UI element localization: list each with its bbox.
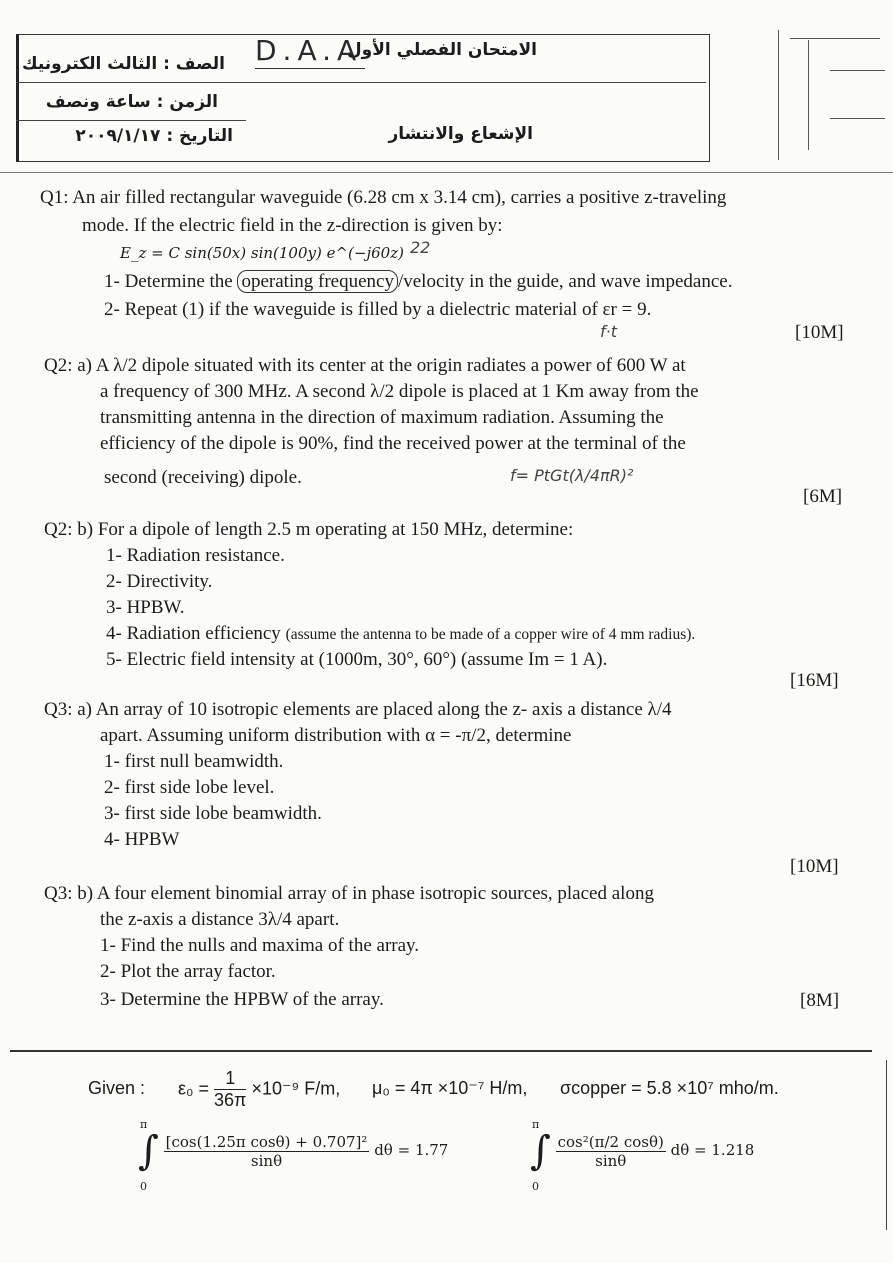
section-divider [10, 1050, 872, 1052]
page-edge-line [886, 1060, 887, 1230]
q2b-item1: 1- Radiation resistance. [106, 545, 285, 566]
q2b-item2: 2- Directivity. [106, 571, 213, 592]
header-divider [16, 82, 706, 83]
q1-item2: 2- Repeat (1) if the waveguide is filled by a dielectric material of εr = 9. [104, 299, 652, 320]
q2a-line4: efficiency of the dipole is 90%, find the received power at the terminal of the [100, 433, 686, 454]
q3a-item3: 3- first side lobe beamwidth. [104, 803, 322, 824]
q2b-item5: 5- Electric field intensity at (1000m, 30°, 60°) (assume Im = 1 A). [106, 649, 608, 670]
q2b-line1: Q2: b) For a dipole of length 2.5 m operating at 150 MHz, determine: [44, 519, 574, 540]
subject-label: الإشعاع والانتشار [388, 124, 533, 144]
q3b-item3: 3- Determine the HPBW of the array. [100, 989, 384, 1010]
class-label: الصف : الثالث الكترونيك [21, 54, 225, 74]
q1-equation: E_z = C sin(50x) sin(100y) e^(−j60z) [120, 244, 404, 262]
handwritten-initials: D.A.A [255, 34, 363, 67]
q2a-line1: Q2: a) A λ/2 dipole situated with its center at the origin radiates a power of 600 W at [44, 355, 686, 376]
q2a-line3: transmitting antenna in the direction of maximum radiation. Assuming the [100, 407, 664, 428]
q1-line2: mode. If the electric field in the z-direction is given by: [82, 215, 503, 236]
q3a-line2: apart. Assuming uniform distribution with α = -π/2, determine [100, 725, 572, 746]
given-sigma: σcopper = 5.8 ×10⁷ mho/m. [560, 1078, 779, 1098]
exam-title: الامتحان الفصلي الأول [346, 40, 537, 60]
header-divider [16, 120, 246, 121]
q2b-item4: 4- Radiation efficiency (assume the antenna to be made of a copper wire of 4 mm radius). [106, 623, 696, 644]
q3a-item1: 1- first null beamwidth. [104, 751, 284, 772]
q3a-marks: [10M] [790, 856, 839, 877]
q3b-item2: 2- Plot the array factor. [100, 961, 276, 982]
q2b-item3: 3- HPBW. [106, 597, 185, 618]
q3a-item4: 4- HPBW [104, 829, 180, 850]
q1-item1: 1- Determine the operating frequency /velocity in the guide, and wave impedance. [104, 271, 733, 292]
q3a-item2: 2- first side lobe level. [104, 777, 275, 798]
q2a-line5: second (receiving) dipole. [104, 467, 302, 488]
q3a-line1: Q3: a) An array of 10 isotropic elements are placed along the z- axis a distance λ/4 [44, 699, 672, 720]
time-label: الزمن : ساعة ونصف [45, 92, 218, 112]
handwritten-note: f·t [600, 322, 617, 341]
q1-marks: [10M] [795, 322, 844, 343]
initials-underline [255, 68, 365, 69]
q2b-marks: [16M] [790, 670, 839, 691]
q2a-marks: [6M] [803, 486, 843, 507]
integral-2: π 0 ∫ $\frac{\text{cos²(π/2 cosθ)}}{\sin\theta}$ dθ = 1.218 [530, 1118, 755, 1193]
q3b-item1: 1- Find the nulls and maxima of the array. [100, 935, 420, 956]
date-label: التاريخ : ٢٠٠٩/١/١٧ [75, 126, 233, 146]
q3b-line2: the z-axis a distance 3λ/4 apart. [100, 909, 340, 930]
q1-line1: Q1: An air filled rectangular waveguide (6.28 cm x 3.14 cm), carries a positive z-traveling [40, 187, 727, 208]
handwritten-note: 22 [410, 238, 431, 257]
handwritten-note: f= PtGt(λ/4πR)² [510, 466, 634, 485]
integral-1: π 0 ∫ $\frac{\text{[cos(1.25π cosθ) + 0.707]²}}{\sin\theta}$ dθ = 1.77 [138, 1118, 449, 1193]
given-epsilon: ε₀ = $\frac{1}{36\pi}$ ×10⁻⁹ F/m, [178, 1068, 341, 1110]
q3b-line1: Q3: b) A four element binomial array of in phase isotropic sources, placed along [44, 883, 654, 904]
given-mu: μ₀ = 4π ×10⁻⁷ H/m, [372, 1078, 528, 1098]
given-label: Given : [88, 1078, 146, 1098]
q2a-line2: a frequency of 300 MHz. A second λ/2 dipole is placed at 1 Km away from the [100, 381, 699, 402]
q3b-marks: [8M] [800, 990, 840, 1011]
